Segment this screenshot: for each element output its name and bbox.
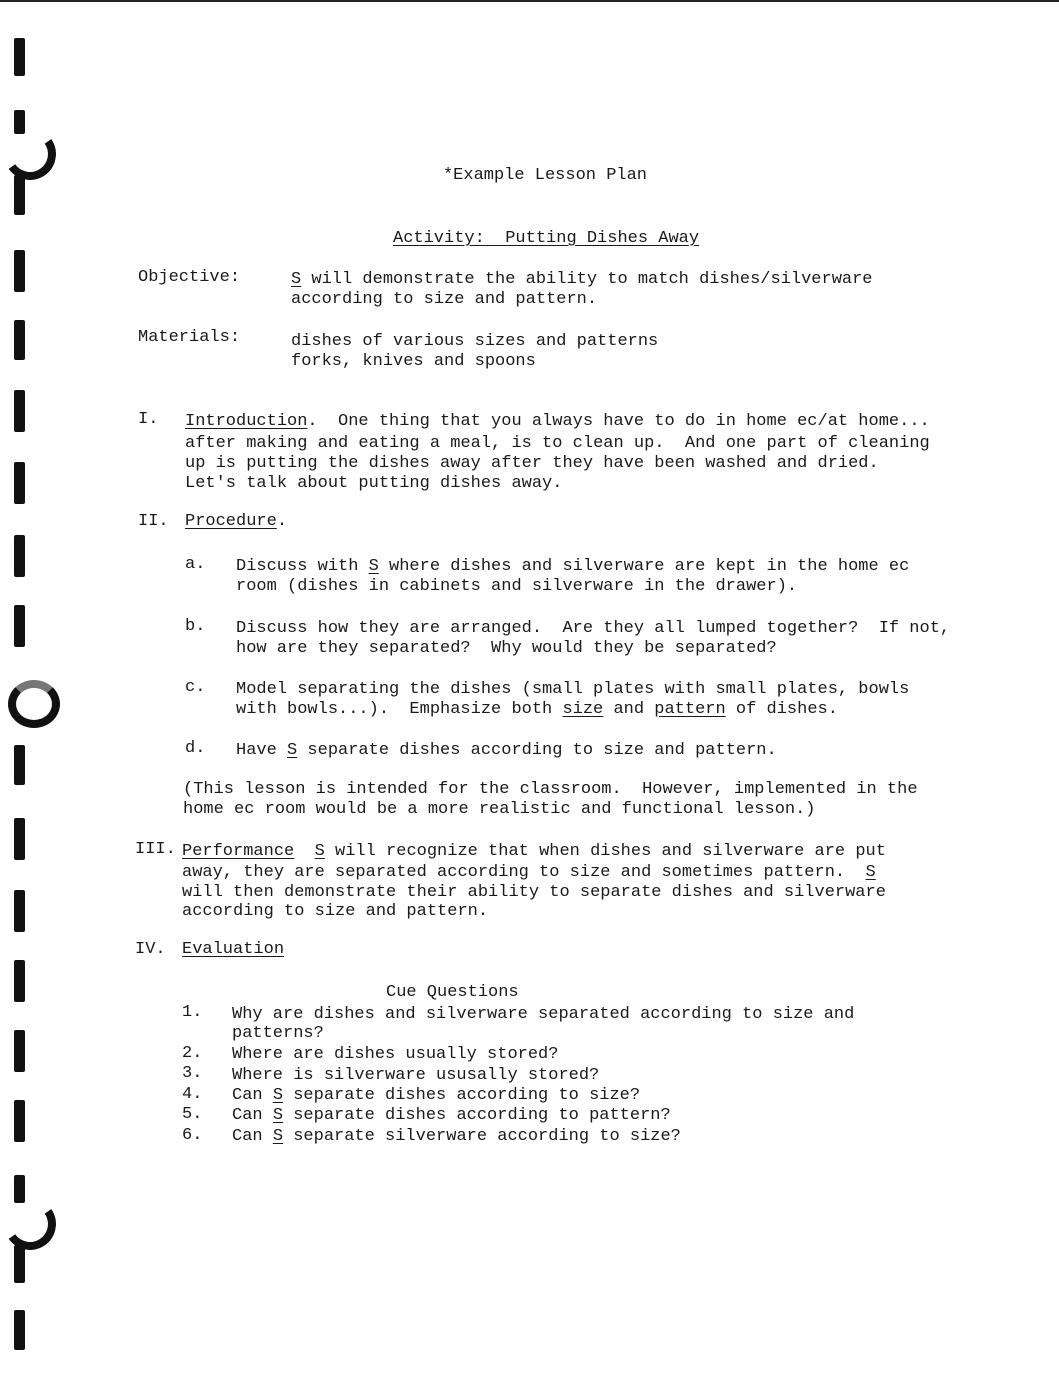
performance-line3: will then demonstrate their ability to separate dishes and silverware xyxy=(182,883,886,902)
binder-mark xyxy=(14,745,25,785)
activity-heading xyxy=(393,229,699,249)
introduction-line2: after making and eating a meal, is to clean up. And one part of cleaning xyxy=(185,434,930,453)
binder-mark xyxy=(14,390,25,432)
performance-heading: Performance xyxy=(182,842,295,861)
objective-line1: S will demonstrate the ability to match dishes/silverware xyxy=(291,270,873,289)
procedure-note-line2: home ec room would be a more realistic and functional lesson.) xyxy=(183,800,816,819)
binder-mark xyxy=(14,890,25,932)
introduction-heading: Introduction xyxy=(185,412,308,431)
objective-label: Objective: xyxy=(138,268,241,287)
objective-line2: according to size and pattern. xyxy=(291,290,598,309)
question-number: 5. xyxy=(182,1105,203,1124)
page-title: *Example Lesson Plan xyxy=(442,166,648,185)
evaluation-heading: Evaluation xyxy=(182,940,285,959)
binder-mark xyxy=(14,605,25,647)
binder-mark xyxy=(14,535,25,577)
emphasis-size: size xyxy=(562,700,604,719)
question-number: 6. xyxy=(182,1126,203,1145)
binder-mark xyxy=(14,1030,25,1072)
question-number: 4. xyxy=(182,1085,203,1104)
procedure-heading: Procedure xyxy=(185,512,277,531)
section-number: I. xyxy=(138,410,159,429)
scan-top-edge xyxy=(0,0,1059,2)
binder-mark xyxy=(14,38,25,76)
binder-mark xyxy=(14,462,25,504)
subject-s: S xyxy=(272,1127,284,1146)
procedure-heading-line: Procedure. xyxy=(185,512,288,531)
binder-mark xyxy=(14,250,25,292)
introduction-line3: up is putting the dishes away after they have been washed and dried. xyxy=(185,454,879,473)
question-2: Where are dishes usually stored? xyxy=(232,1045,559,1064)
subject-s: S xyxy=(368,557,379,576)
question-number: 2. xyxy=(182,1044,203,1063)
procedure-b-line1: Discuss how they are arranged. Are they all lumped together? If not, xyxy=(236,619,951,638)
binder-mark xyxy=(14,818,25,860)
binder-mark xyxy=(14,1100,25,1142)
introduction-line4: Let's talk about putting dishes away. xyxy=(185,474,563,493)
procedure-note-line1: (This lesson is intended for the classroom. However, implemented in the xyxy=(183,780,918,799)
question-number: 1. xyxy=(182,1003,203,1022)
activity-text: Putting Dishes Away xyxy=(505,229,700,248)
materials-label: Materials: xyxy=(138,328,241,347)
subject-s: S xyxy=(272,1086,284,1105)
question-3: Where is silverware ususally stored? xyxy=(232,1066,600,1085)
section-number: IV. xyxy=(135,940,166,959)
question-5: Can S separate dishes according to pattern? xyxy=(232,1106,671,1125)
binder-mark xyxy=(14,320,25,360)
performance-line4: according to size and pattern. xyxy=(182,902,489,921)
procedure-b-line2: how are they separated? Why would they be separated? xyxy=(236,639,777,658)
section-number: III. xyxy=(135,840,176,859)
procedure-c-line2: with bowls...). Emphasize both size and pattern of dishes. xyxy=(236,700,838,719)
materials-line2: forks, knives and spoons xyxy=(291,352,536,371)
introduction-line1: Introduction. One thing that you always have to do in home ec/at home... xyxy=(185,412,930,431)
procedure-a-line2: room (dishes in cabinets and silverware in the drawer). xyxy=(236,577,798,596)
performance-line1: Performance S will recognize that when dishes and silverware are put xyxy=(182,842,886,861)
binder-mark xyxy=(14,1245,25,1283)
item-letter: d. xyxy=(185,739,206,758)
cue-questions-title: Cue Questions xyxy=(386,983,519,1002)
question-6: Can S separate silverware according to size? xyxy=(232,1127,681,1146)
subject-s: S xyxy=(314,842,325,861)
materials-line1: dishes of various sizes and patterns xyxy=(291,332,659,351)
activity-label: Activity: xyxy=(393,229,485,248)
binder-hole xyxy=(8,680,60,728)
procedure-c-line1: Model separating the dishes (small plates with small plates, bowls xyxy=(236,680,910,699)
item-letter: b. xyxy=(185,617,206,636)
subject-s: S xyxy=(272,1106,284,1125)
section-number: II. xyxy=(138,512,169,531)
question-4: Can S separate dishes according to size? xyxy=(232,1086,641,1105)
question-1-line1: Why are dishes and silverware separated according to size and xyxy=(232,1005,855,1024)
question-1-line2: patterns? xyxy=(232,1024,324,1043)
item-letter: a. xyxy=(185,555,206,574)
subject-s: S xyxy=(291,270,302,289)
performance-line2: away, they are separated according to size and sometimes pattern. S xyxy=(182,863,876,882)
binder-mark xyxy=(14,960,25,1002)
subject-s: S xyxy=(865,863,876,882)
procedure-a-line1: Discuss with S where dishes and silverware are kept in the home ec xyxy=(236,557,910,576)
question-number: 3. xyxy=(182,1064,203,1083)
item-letter: c. xyxy=(185,678,206,697)
procedure-d-line1: Have S separate dishes according to size and pattern. xyxy=(236,741,777,760)
subject-s: S xyxy=(287,741,298,760)
emphasis-pattern: pattern xyxy=(654,700,726,719)
binder-hole xyxy=(0,1194,60,1254)
binder-mark xyxy=(14,1310,25,1350)
